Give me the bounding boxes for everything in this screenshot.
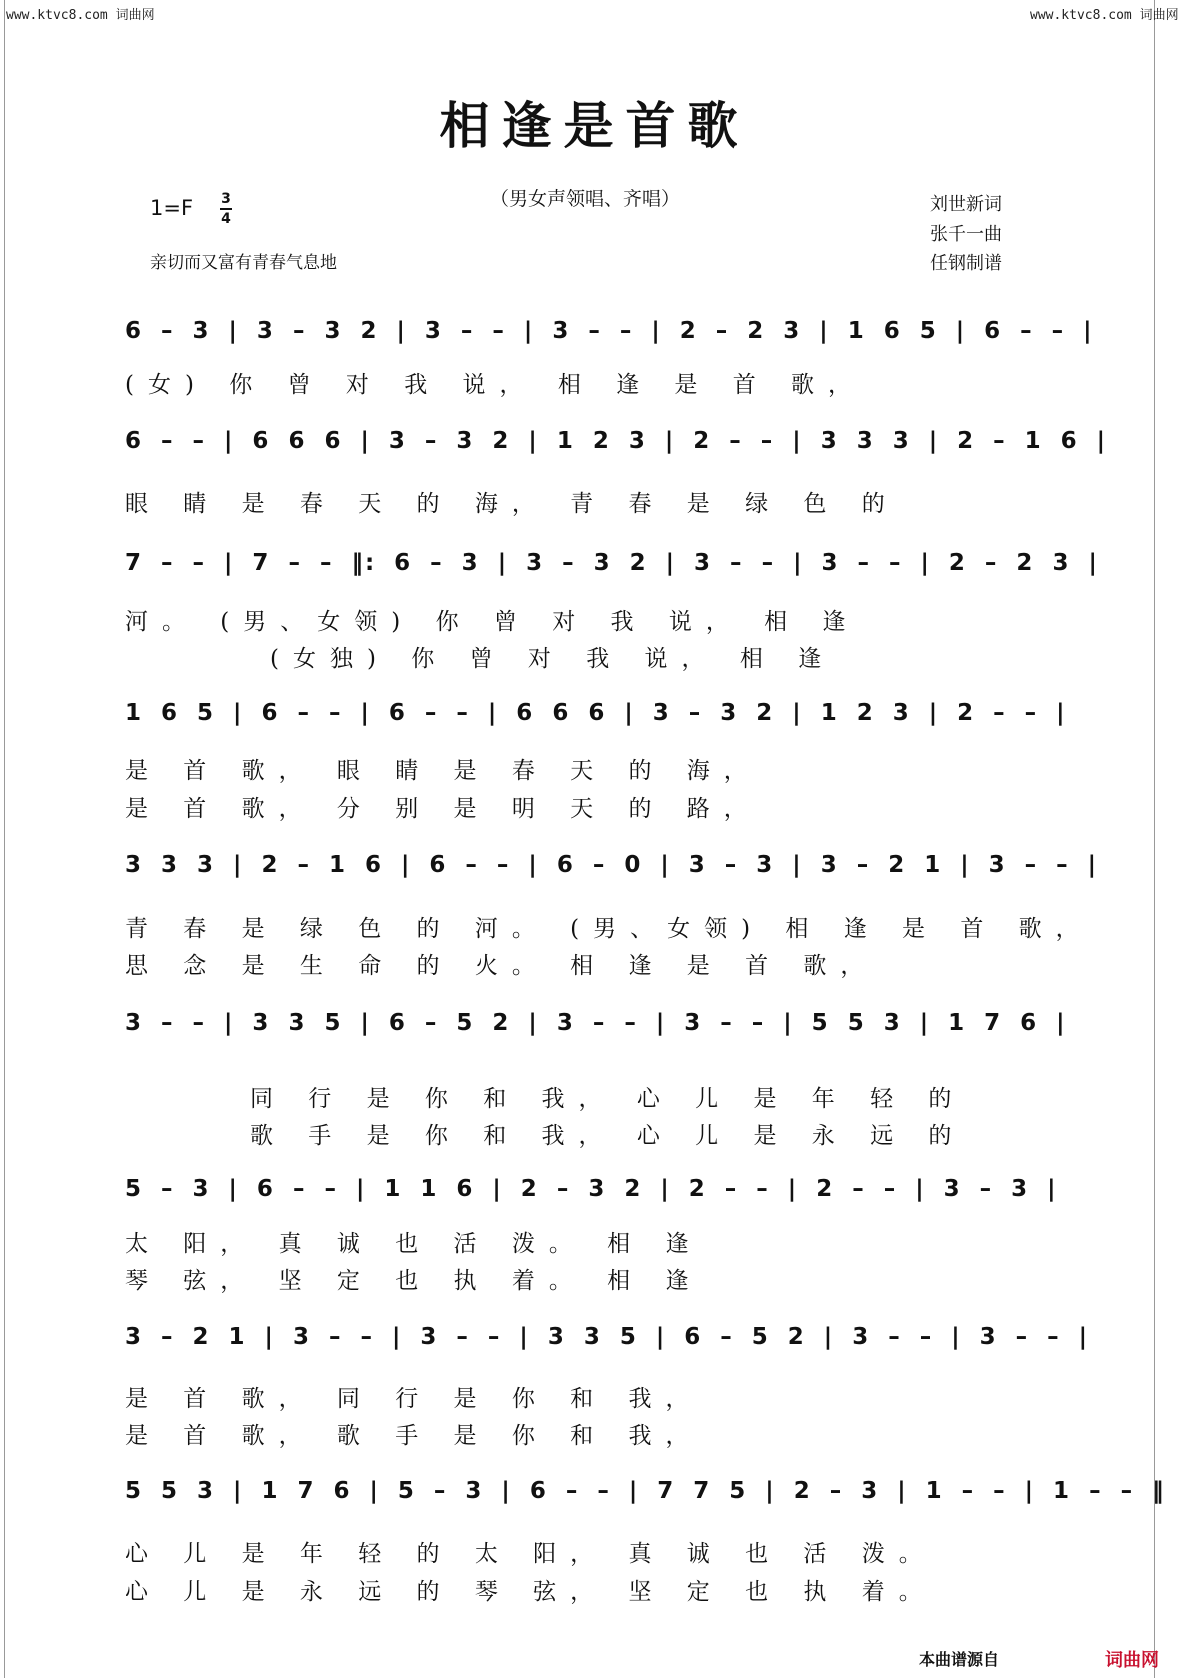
system-2-lyric-1: 眼 睛 是 春 天 的 海， 青 春 是 绿 色 的: [125, 491, 899, 517]
arranger-credit: 任钢制谱: [930, 253, 1002, 274]
watermark-right: www.ktvc8.com 词曲网: [1030, 8, 1179, 23]
right-frame-line: [1154, 0, 1155, 1678]
system-9-lyric-2: 心 儿 是 永 远 的 琴 弦， 坚 定 也 执 着。: [125, 1579, 936, 1605]
tempo-marking: 亲切而又富有青春气息地: [150, 253, 337, 273]
system-3-lyric-1: 河。 (男、女领) 你 曾 对 我 说， 相 逢: [125, 609, 860, 635]
system-5-lyric-1: 青 春 是 绿 色 的 河。 (男、女领) 相 逢 是 首 歌，: [125, 916, 1093, 942]
key-signature: 1=F: [150, 196, 194, 220]
system-6-lyric-2: 歌 手 是 你 和 我， 心 儿 是 永 远 的: [250, 1123, 966, 1149]
system-8-lyric-1: 是 首 歌， 同 行 是 你 和 我，: [125, 1386, 703, 1412]
system-3-lyric-2: (女独) 你 曾 对 我 说， 相 逢: [270, 646, 836, 672]
system-4-notes: 1 6 5 | 6 – – | 6 – – | 6 6 6 | 3 – 3 2 | 1 2 3 | 2 – – |: [125, 700, 1067, 726]
system-5-notes: 3 3 3 | 2 – 1 6 | 6 – – | 6 – 0 | 3 – 3 | 3 – 2 1 | 3 – – |: [125, 852, 1099, 878]
system-9-lyric-1: 心 儿 是 年 轻 的 太 阳， 真 诚 也 活 泼。: [125, 1541, 936, 1567]
system-7-lyric-2: 琴 弦， 坚 定 也 执 着。 相 逢: [125, 1268, 703, 1294]
system-5-lyric-2: 思 念 是 生 命 的 火。 相 逢 是 首 歌，: [125, 953, 878, 979]
subtitle: （男女声领唱、齐唱）: [490, 188, 681, 210]
system-8-lyric-2: 是 首 歌， 歌 手 是 你 和 我，: [125, 1423, 703, 1449]
system-1-lyric-1: (女) 你 曾 对 我 说， 相 逢 是 首 歌，: [125, 372, 866, 398]
system-1-notes: 6 – 3 | 3 – 3 2 | 3 – – | 3 – – | 2 – 2 3 | 1 6 5 | 6 – – |: [125, 318, 1094, 344]
system-8-notes: 3 – 2 1 | 3 – – | 3 – – | 3 3 5 | 6 – 5 2 | 3 – – | 3 – – |: [125, 1324, 1090, 1350]
watermark-left: www.ktvc8.com 词曲网: [6, 8, 155, 23]
system-9-notes: 5 5 3 | 1 7 6 | 5 – 3 | 6 – – | 7 7 5 | 2 – 3 | 1 – – | 1 – – ‖: [125, 1478, 1166, 1504]
system-2-notes: 6 – – | 6 6 6 | 3 – 3 2 | 1 2 3 | 2 – – | 3 3 3 | 2 – 1 6 |: [125, 428, 1108, 454]
song-title: 相逢是首歌: [439, 96, 750, 155]
composer-credit: 张千一曲: [930, 224, 1002, 245]
system-6-lyric-1: 同 行 是 你 和 我， 心 儿 是 年 轻 的: [250, 1086, 966, 1112]
time-signature: [220, 192, 232, 226]
system-3-notes: 7 – – | 7 – – ‖: 6 – 3 | 3 – 3 2 | 3 – – | 3 – – | 2 – 2 3 |: [125, 550, 1099, 576]
system-7-lyric-1: 太 阳， 真 诚 也 活 泼。 相 逢: [125, 1231, 703, 1257]
time-sig-top: 3: [221, 191, 231, 207]
source-logo[interactable]: 词曲网: [1105, 1650, 1159, 1671]
lyricist-credit: 刘世新词: [930, 194, 1002, 215]
left-frame-line: [4, 0, 5, 1678]
system-4-lyric-1: 是 首 歌， 眼 睛 是 春 天 的 海，: [125, 758, 761, 784]
system-7-notes: 5 – 3 | 6 – – | 1 1 6 | 2 – 3 2 | 2 – – | 2 – – | 3 – 3 |: [125, 1176, 1058, 1202]
source-text: 本曲谱源自: [918, 1650, 999, 1669]
system-6-notes: 3 – – | 3 3 5 | 6 – 5 2 | 3 – – | 3 – – | 5 5 3 | 1 7 6 |: [125, 1010, 1067, 1036]
time-sig-bottom: 4: [221, 211, 231, 227]
system-4-lyric-2: 是 首 歌， 分 别 是 明 天 的 路，: [125, 796, 761, 822]
